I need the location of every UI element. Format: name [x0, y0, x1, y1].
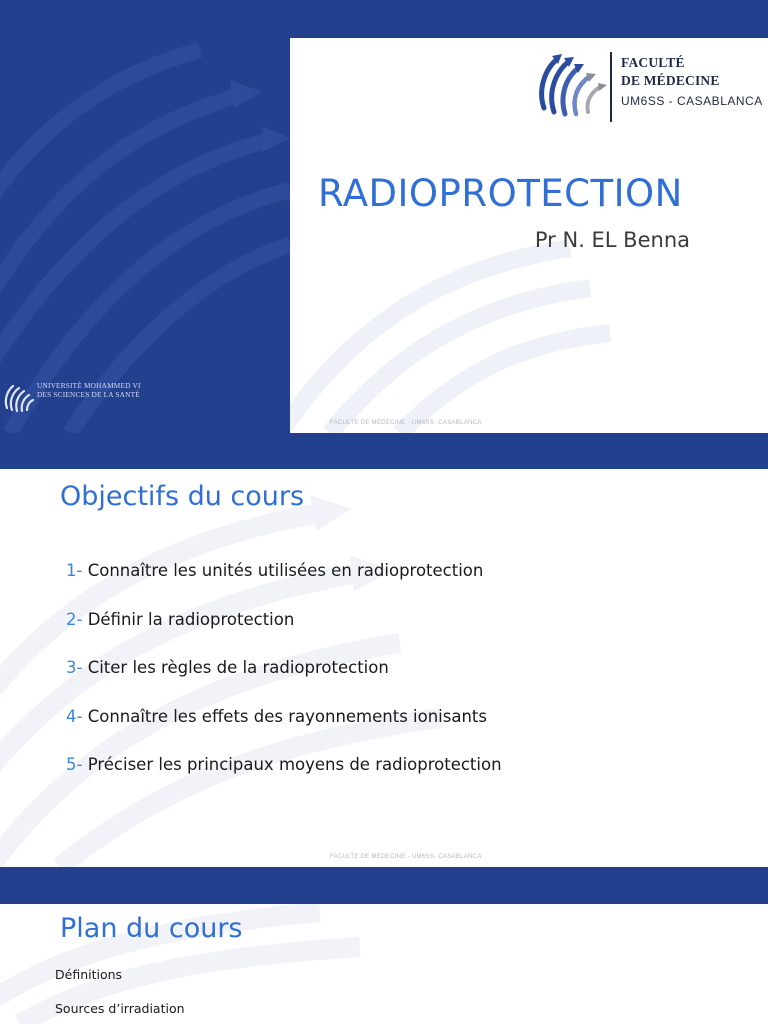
- list-item: [66, 561, 502, 610]
- university-name-line1: UNIVERSITÉ MOHAMMED VI: [37, 381, 141, 390]
- list-item: [66, 610, 502, 659]
- list-number: 1-: [66, 561, 83, 580]
- list-text: Connaître les effets des rayonnements ionisants: [82, 706, 488, 726]
- header-bar: [0, 867, 768, 904]
- plan-list: [55, 967, 185, 1024]
- objectives-list: [66, 561, 502, 804]
- logo-text-medecine: DE MÉDECINE: [621, 73, 720, 88]
- logo-divider: [610, 52, 612, 122]
- list-text: Connaître les unités utilisées en radioprotection: [82, 561, 484, 580]
- logo-text-faculte: FACULTÉ: [621, 55, 685, 70]
- slide-footer: FACULTE DE MÉDECINE - UM6SS- CASABLANCA: [330, 854, 482, 860]
- university-name-line2: DES SCIENCES DE LA SANTÉ: [37, 390, 140, 399]
- university-name: [37, 381, 141, 399]
- title-slide: [0, 0, 768, 433]
- slide-heading: Objectifs du cours: [60, 481, 305, 512]
- logo-text-um6ss: UM6SS - CASABLANCA: [621, 94, 763, 108]
- list-item: [66, 658, 502, 707]
- list-number: 2-: [66, 609, 83, 629]
- presentation-author: Pr N. EL Benna: [534, 228, 690, 252]
- list-text: Préciser les principaux moyens de radioprotection: [82, 755, 502, 774]
- faculty-logo-icon: [536, 46, 608, 124]
- university-logo-icon: [4, 380, 34, 414]
- list-text: Définir la radioprotection: [82, 609, 295, 629]
- header-bar: [0, 433, 768, 469]
- list-number: 4-: [66, 706, 83, 726]
- list-item: Sources d’irradiation: [55, 1001, 185, 1016]
- list-item: [66, 755, 502, 804]
- slide-heading: Plan du cours: [60, 913, 243, 944]
- objectives-slide: [0, 433, 768, 867]
- list-text: Citer les règles de la radioprotection: [82, 658, 389, 677]
- presentation-title: RADIOPROTECTION: [318, 172, 683, 215]
- list-number: 3-: [66, 658, 83, 677]
- list-number: 5-: [66, 755, 83, 774]
- university-logo: [4, 380, 141, 414]
- list-item: [66, 707, 502, 756]
- slide-footer: FACULTE DE MÉDECINE - UM6SS- CASABLANCA: [330, 420, 482, 426]
- list-item: Définitions: [55, 967, 123, 982]
- faculty-logo: [536, 46, 768, 124]
- plan-slide: [0, 867, 768, 1024]
